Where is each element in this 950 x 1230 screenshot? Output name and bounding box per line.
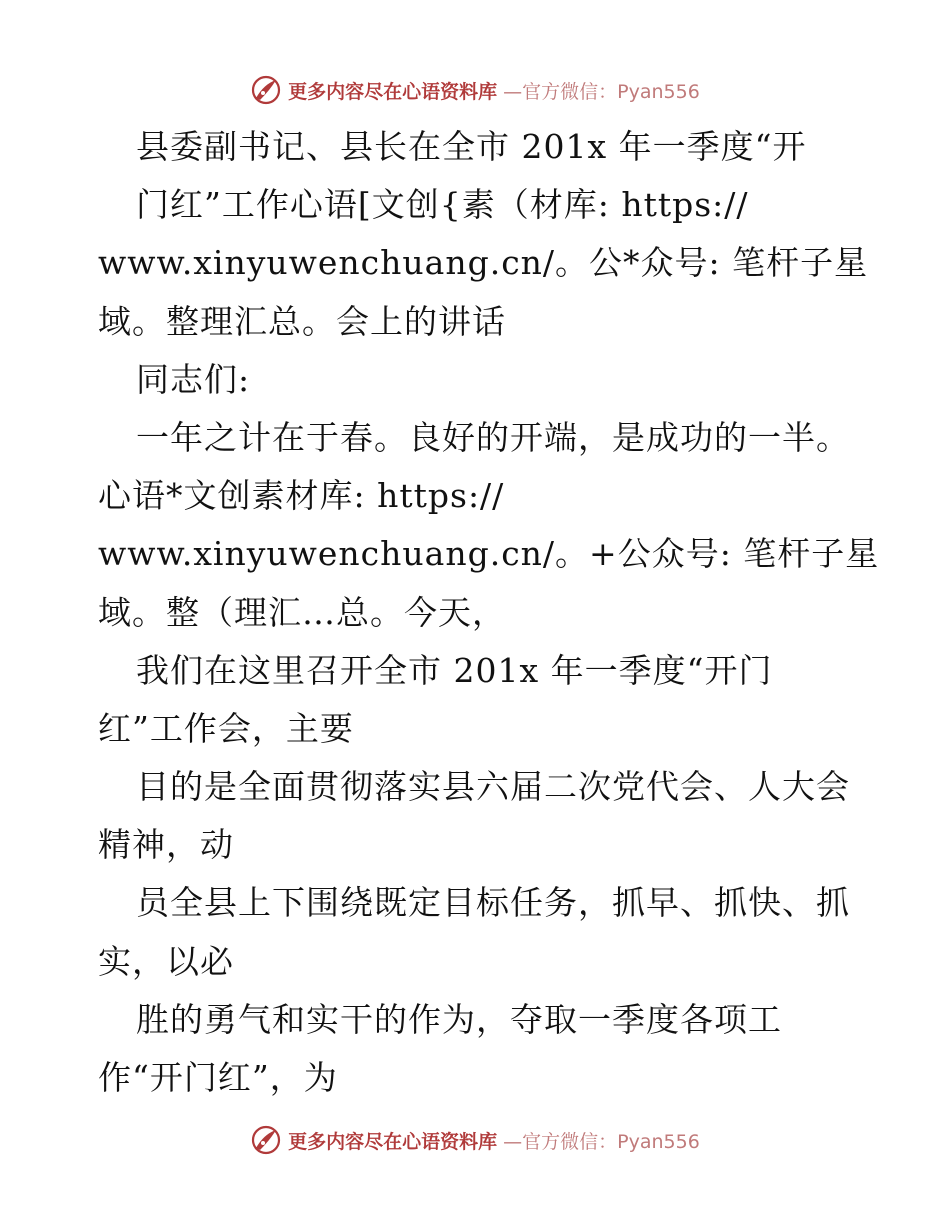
text-line: 同志们:: [136, 359, 251, 399]
text-line: www.xinyuwenchuang.cn/。公*众号: 笔杆子星: [98, 243, 869, 283]
text-line: 作“开门红”，为: [98, 1058, 338, 1097]
banner-title: 更多内容尽在心语资料库: [288, 80, 498, 103]
text-line: 我们在这里召开全市 201x 年一季度“开门: [136, 650, 773, 690]
text-line: www.xinyuwenchuang.cn/。+公众号: 笔杆子星: [98, 534, 880, 574]
text-line: 心语*文创素材库: https://: [98, 476, 505, 516]
banner-wechat: —官方微信：Pyan556: [503, 1130, 700, 1153]
text-line: 域。整（理汇…总。今天，: [98, 592, 506, 632]
header-watermark-banner: [0, 70, 950, 110]
pen-logo-icon: [250, 1124, 282, 1156]
banner-title: 更多内容尽在心语资料库: [288, 1130, 498, 1153]
text-line: 县委副书记、县长在全市 201x 年一季度“开: [136, 127, 807, 166]
document-body: [98, 118, 880, 1107]
text-line: 红”工作会，主要: [98, 708, 354, 748]
banner-wechat: —官方微信：Pyan556: [503, 80, 700, 103]
text-line: 员全县上下围绕既定目标任务，抓早、抓快、抓: [136, 883, 850, 923]
text-line: 一年之计在于春。良好的开端，是成功的一半。: [136, 417, 850, 457]
text-line: 域。整理汇总。会上的讲话: [98, 301, 506, 341]
text-line: 精神，动: [98, 825, 234, 865]
text-line: 门红”工作心语[文创{素（材库: https://: [136, 185, 749, 225]
text-line: 实，以必: [98, 941, 234, 981]
text-line: 胜的勇气和实干的作为，夺取一季度各项工: [136, 999, 782, 1039]
footer-watermark-banner: [0, 1120, 950, 1160]
text-line: 目的是全面贯彻落实县六届二次党代会、人大会: [136, 767, 850, 807]
pen-logo-icon: [250, 74, 282, 106]
